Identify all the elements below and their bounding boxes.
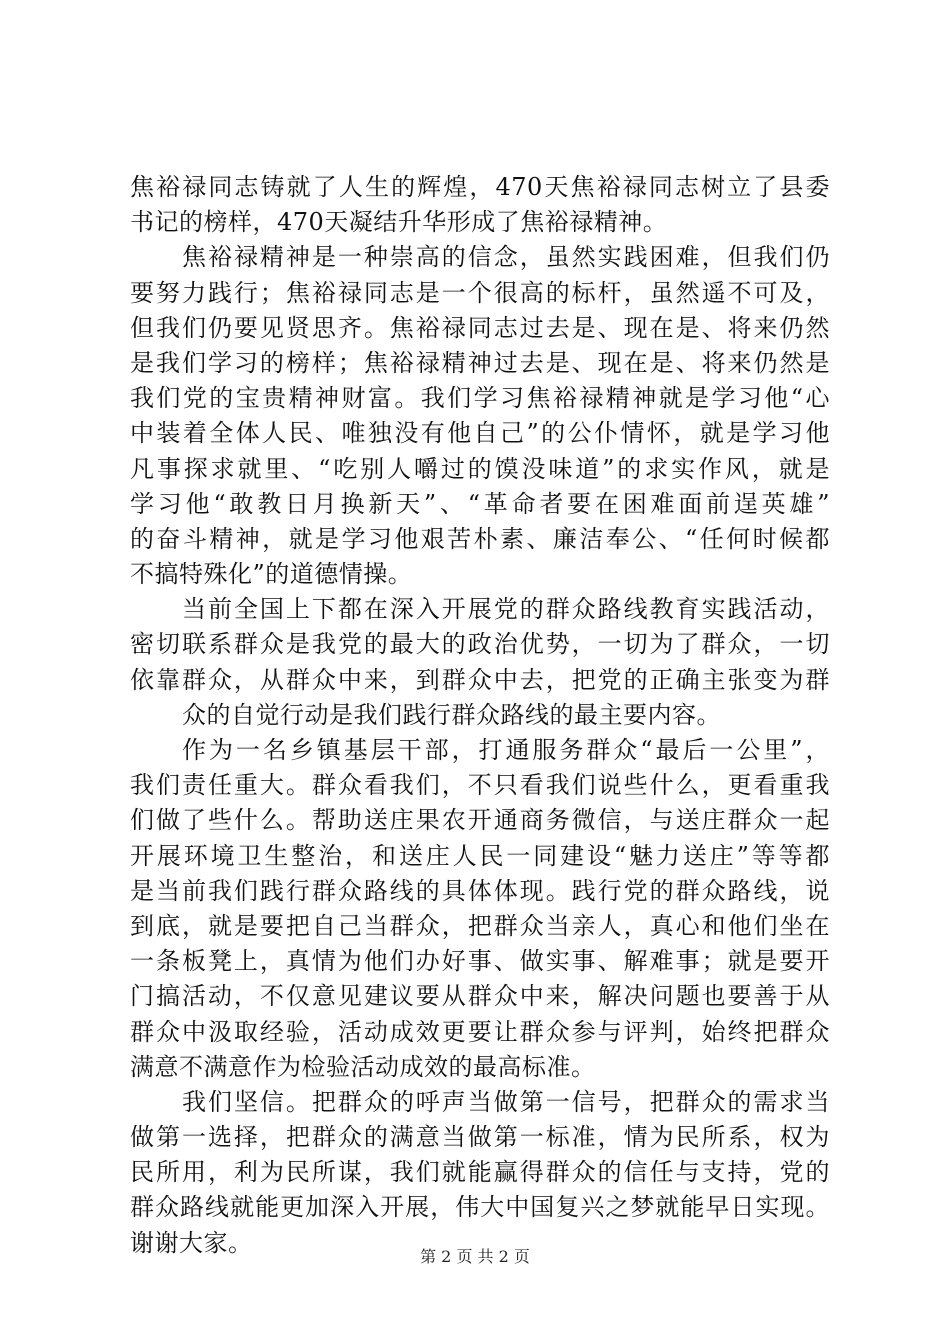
text-line: 谢谢大家。 <box>130 1228 253 1257</box>
text-line: 众的自觉行动是我们践行群众路线的最主要内容。 <box>182 700 721 729</box>
text-line: 们做了些什么。帮助送庄果农开通商务微信，与送庄群众一起 <box>130 806 830 835</box>
text-line: 是我们学习的榜样；焦裕禄精神过去是、现在是、将来仍然是 <box>130 348 830 377</box>
text-line: 门搞活动，不仅意见建议要从群众中来，解决问题也要善于从 <box>130 982 830 1011</box>
text-line: 当前全国上下都在深入开展党的群众路线教育实践活动， <box>182 595 830 624</box>
text-line: 满意不满意作为检验活动成效的最高标准。 <box>130 1052 596 1081</box>
text-line: 书记的榜样，470天凝结升华形成了焦裕禄精神。 <box>130 208 668 237</box>
document-body <box>130 170 830 1261</box>
text-line: 是当前我们践行群众路线的具体体现。践行党的群众路线，说 <box>130 876 830 905</box>
text-line: 做第一选择，把群众的满意当做第一标准，情为民所系，权为 <box>130 1123 830 1152</box>
text-line: 焦裕禄同志铸就了人生的辉煌，470天焦裕禄同志树立了县委 <box>130 173 830 201</box>
text-line: 我们责任重大。群众看我们，不只看我们说些什么，更看重我 <box>130 771 830 800</box>
text-line: 民所用，利为民所谋，我们就能赢得群众的信任与支持，党的 <box>130 1158 830 1187</box>
text-line: 的奋斗精神，就是学习他艰苦朴素、廉洁奉公、“任何时候都 <box>130 524 830 553</box>
text-line: 我们党的宝贵精神财富。我们学习焦裕禄精神就是学习他“心 <box>130 384 830 413</box>
text-line: 焦裕禄精神是一种崇高的信念，虽然实践困难，但我们仍 <box>182 243 830 272</box>
text-line: 开展环境卫生整治，和送庄人民一同建设“魅力送庄”等等都 <box>130 841 830 870</box>
text-line: 中装着全体人民、唯独没有他自己”的公仆情怀，就是学习他 <box>130 419 830 448</box>
text-line: 依靠群众，从群众中来，到群众中去，把党的正确主张变为群 <box>130 665 830 694</box>
page-number-footer: 第 2 页 共 2 页 <box>420 1247 530 1266</box>
text-line: 群众路线就能更加深入开展，伟大中国复兴之梦就能早日实现。 <box>130 1193 830 1222</box>
text-line: 作为一名乡镇基层干部，打通服务群众“最后一公里”， <box>182 736 830 764</box>
text-line: 到底，就是要把自己当群众，把群众当亲人，真心和他们坐在 <box>130 911 830 940</box>
text-line: 群众中汲取经验，活动成效更要让群众参与评判，始终把群众 <box>130 1017 830 1046</box>
text-line: 但我们仍要见贤思齐。焦裕禄同志过去是、现在是、将来仍然 <box>130 313 830 342</box>
text-line: 不搞特殊化”的道德情操。 <box>130 560 413 589</box>
text-line: 一条板凳上，真情为他们办好事、做实事、解难事；就是要开 <box>130 947 830 976</box>
text-line: 学习他“敢教日月换新天”、“革命者要在困难面前逞英雄” <box>130 489 830 518</box>
text-line: 我们坚信。把群众的呼声当做第一信号，把群众的需求当 <box>182 1087 830 1116</box>
text-line: 要努力践行；焦裕禄同志是一个很高的标杆，虽然遥不可及， <box>130 278 830 307</box>
text-line: 凡事探求就里、“吃别人嚼过的馍没味道”的求实作风，就是 <box>130 454 830 483</box>
text-line: 密切联系群众是我党的最大的政治优势，一切为了群众，一切 <box>130 630 830 659</box>
